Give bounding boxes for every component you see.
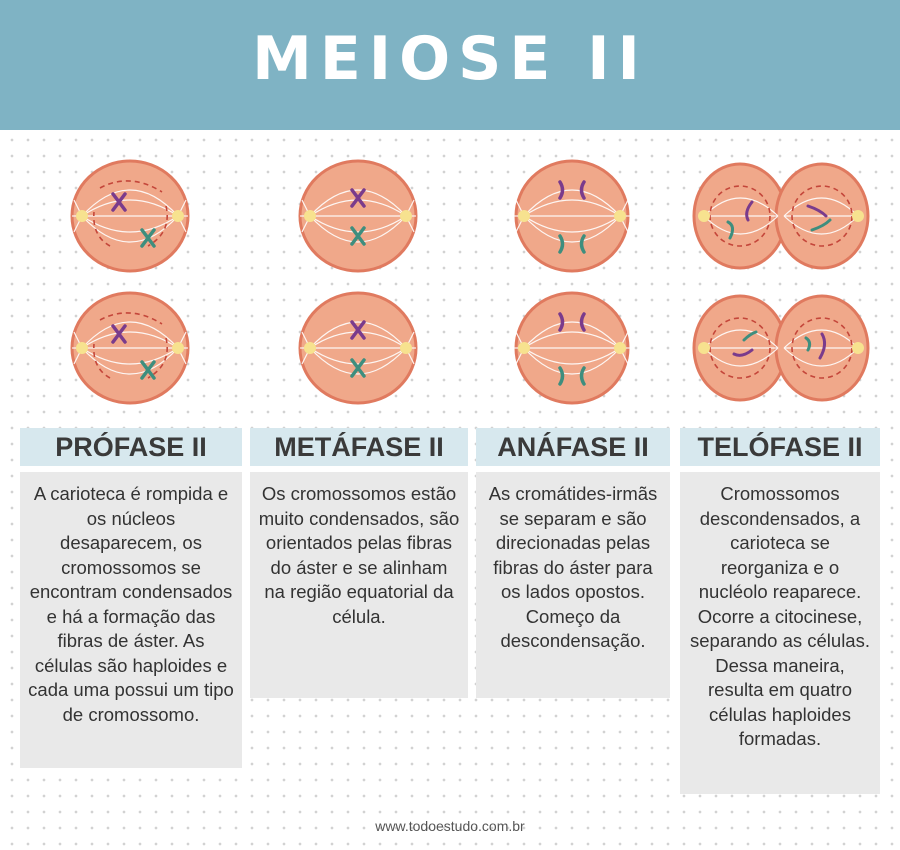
stage-description-telophase: Cromossomos descondensados, a carioteca se reorganiza e o nucléolo reaparece. Ocorre a citocinese, separando as células. Dessa maneira, resulta em quatro células haploides formadas. xyxy=(680,472,880,794)
stage-header-metaphase: METÁFASE II xyxy=(250,428,468,466)
telophase-cells-bottom xyxy=(694,296,868,400)
footer-url: www.todoestudo.com.br xyxy=(375,818,525,834)
telophase-cells-top xyxy=(694,164,868,268)
cell-diagrams xyxy=(0,150,900,430)
stage-description-anaphase: As cromátides-irmãs se separam e são direcionadas pelas fibras do áster para os lados opostos. Começo da descondensação. xyxy=(476,472,670,698)
anaphase-cell-bottom xyxy=(514,293,630,403)
stage-description-metaphase: Os cromossomos estão muito condensados, são orientados pelas fibras do áster e se alinham na região equatorial da célula. xyxy=(250,472,468,698)
anaphase-cell-top xyxy=(514,161,630,271)
stage-header-anaphase: ANÁFASE II xyxy=(476,428,670,466)
metaphase-cell-top xyxy=(300,161,416,271)
prophase-cell-top xyxy=(72,161,188,271)
stage-description-prophase: A carioteca é rompida e os núcleos desaparecem, os cromossomos se encontram condensados e há a formação das fibras de áster. As células são haploides e cada uma possui um tipo de cromossomo. xyxy=(20,472,242,768)
stage-header-prophase: PRÓFASE II xyxy=(20,428,242,466)
metaphase-cell-bottom xyxy=(300,293,416,403)
prophase-cell-bottom xyxy=(72,293,188,403)
stage-header-telophase: TELÓFASE II xyxy=(680,428,880,466)
page-title: MEIOSE II xyxy=(252,24,648,94)
